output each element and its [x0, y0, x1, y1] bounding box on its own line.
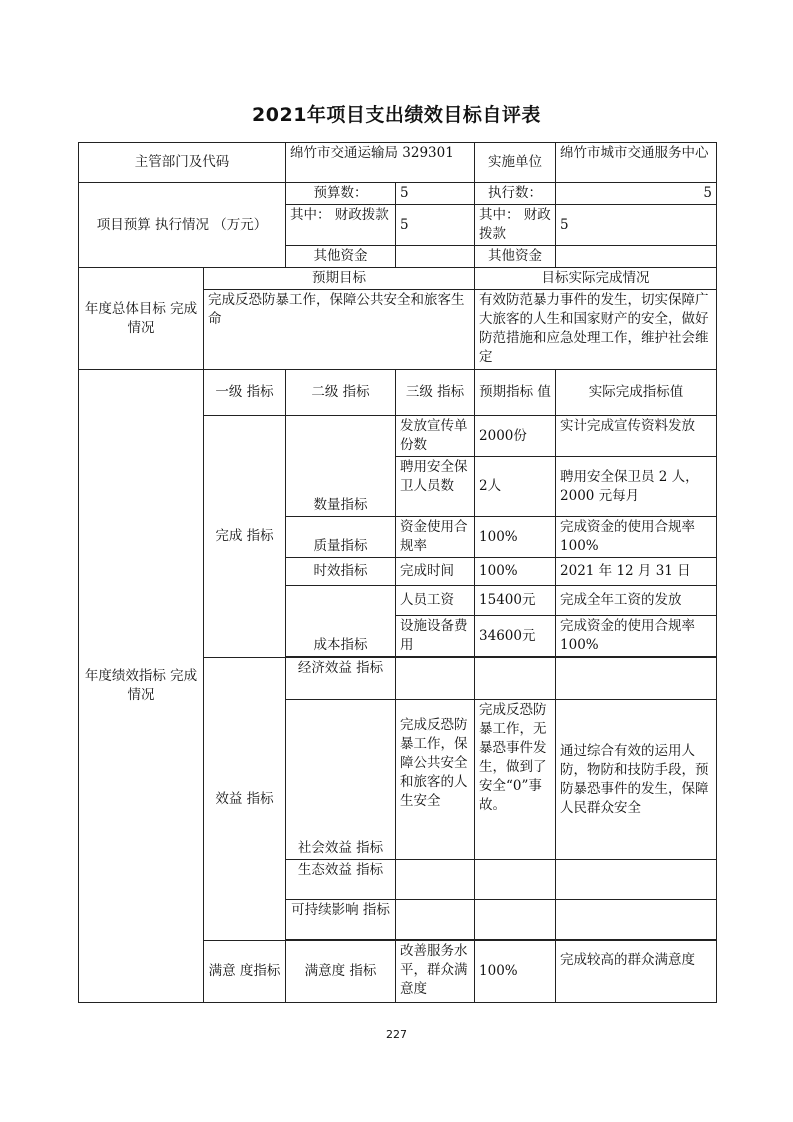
- table-row-r7-exp: 完成反恐防暴工作，无暴恐事件发生，做到了安全“0”事故。: [475, 700, 556, 860]
- budget-label: 项目预算 执行情况 （万元）: [79, 183, 286, 268]
- table-row-r7-l3: 完成反恐防暴工作，保障公共安全和旅客的人生安全: [396, 700, 475, 860]
- table-row-r6-exp: 34600元: [475, 616, 556, 657]
- table-row-r6-l3: 设施设备费用: [396, 616, 475, 657]
- table-row-r1-exp: 2000份: [475, 416, 556, 457]
- table-row-r8-l3: 改善服务水平，群众满意度: [396, 941, 475, 1003]
- indicators-label: 年度绩效指标 完成情况: [79, 370, 204, 1003]
- economic-act: [556, 658, 717, 700]
- actual-goal-header: 目标实际完成情况: [475, 268, 717, 290]
- timeliness-indicator: 时效指标: [286, 558, 396, 586]
- sustainable-l3: [396, 900, 475, 940]
- other-exec-label: 其他资金: [475, 246, 556, 268]
- sustainable-exp: [475, 900, 556, 940]
- dept-value: 绵竹市交通运输局 329301: [286, 143, 475, 183]
- benefit-indicator: 效益 指标: [204, 658, 286, 941]
- cost-indicator: 成本指标: [286, 586, 396, 657]
- table-row-r4-act: 2021 年 12 月 31 日: [556, 558, 717, 586]
- other-budget-value: [396, 246, 475, 268]
- sustainable-indicator: 可持续影响 指标: [286, 900, 396, 940]
- expected-goal-header: 预期目标: [204, 268, 475, 290]
- other-budget-label: 其他资金: [286, 246, 396, 268]
- ecological-exp: [475, 860, 556, 900]
- overall-label: 年度总体目标 完成情况: [79, 268, 204, 370]
- table-row-r3-act: 完成资金的使用合规率 100%: [556, 517, 717, 558]
- completion-indicator: 完成 指标: [204, 416, 286, 658]
- economic-l3: [396, 658, 475, 700]
- col-actual: 实际完成指标值: [556, 370, 717, 416]
- table-row-r3-l3: 资金使用合规率: [396, 517, 475, 558]
- table-row-r4-exp: 100%: [475, 558, 556, 586]
- page-number: 227: [386, 1028, 407, 1041]
- page-title: 2021年项目支出绩效目标自评表: [252, 104, 541, 126]
- fiscal-exec-value: 5: [556, 205, 717, 246]
- fiscal-exec-label: 其中： 财政拨款: [475, 205, 556, 246]
- table-row-r1-l3: 发放宣传单份数: [396, 416, 475, 457]
- satisfaction-sub-indicator: 满意度 指标: [286, 941, 396, 1003]
- fiscal-budget-value: 5: [396, 205, 475, 246]
- table-row-r5-exp: 15400元: [475, 586, 556, 616]
- table-row-r1-act: 实计完成宣传资料发放: [556, 416, 717, 457]
- ecological-l3: [396, 860, 475, 900]
- table-row-r7-act: 通过综合有效的运用人防，物防和技防手段，预防暴恐事件的发生，保障人民群众安全: [556, 700, 717, 860]
- actual-goal-text: 有效防范暴力事件的发生，切实保障广大旅客的人生和国家财产的安全，做好防范措施和应急处理工作，维护社会维定: [475, 290, 717, 370]
- satisfaction-indicator: 满意 度指标: [204, 941, 286, 1003]
- table-row-r5-l3: 人员工资: [396, 586, 475, 616]
- ecological-act: [556, 860, 717, 900]
- ecological-indicator: 生态效益 指标: [286, 860, 396, 900]
- table-row-r6-act: 完成资金的使用合规率 100%: [556, 616, 717, 657]
- performance-table: [78, 142, 717, 1003]
- col-level3: 三级 指标: [396, 370, 475, 416]
- table-row-r4-l3: 完成时间: [396, 558, 475, 586]
- impl-value: 绵竹市城市交通服务中心: [556, 143, 717, 183]
- budget-number-label: 预算数：: [286, 183, 396, 205]
- table-row-r2-act: 聘用安全保卫员 2 人，2000 元每月: [556, 457, 717, 517]
- social-indicator: 社会效益 指标: [286, 700, 396, 860]
- sustainable-act: [556, 900, 717, 940]
- fiscal-budget-label: 其中： 财政拨款: [286, 205, 396, 246]
- other-exec-value: [556, 246, 717, 268]
- dept-label: 主管部门及代码: [79, 143, 286, 183]
- economic-exp: [475, 658, 556, 700]
- col-level1: 一级 指标: [204, 370, 286, 416]
- budget-number-value: 5: [396, 183, 475, 205]
- table-row-r5-act: 完成全年工资的发放: [556, 586, 717, 616]
- exec-number-value: 5: [556, 183, 717, 205]
- table-row-r2-l3: 聘用安全保卫人员数: [396, 457, 475, 517]
- economic-indicator: 经济效益 指标: [286, 658, 396, 700]
- table-row-r3-exp: 100%: [475, 517, 556, 558]
- col-level2: 二级 指标: [286, 370, 396, 416]
- expected-goal-text: 完成反恐防暴工作，保障公共安全和旅客生命: [204, 290, 475, 370]
- exec-number-label: 执行数：: [475, 183, 556, 205]
- table-row-r2-exp: 2人: [475, 457, 556, 517]
- table-row-r8-exp: 100%: [475, 941, 556, 1003]
- table-row-r8-act: 完成较高的群众满意度: [556, 941, 717, 1003]
- quality-indicator: 质量指标: [286, 517, 396, 558]
- impl-label: 实施单位: [475, 143, 556, 183]
- quantity-indicator: 数量指标: [286, 416, 396, 517]
- col-expected: 预期指标 值: [475, 370, 556, 416]
